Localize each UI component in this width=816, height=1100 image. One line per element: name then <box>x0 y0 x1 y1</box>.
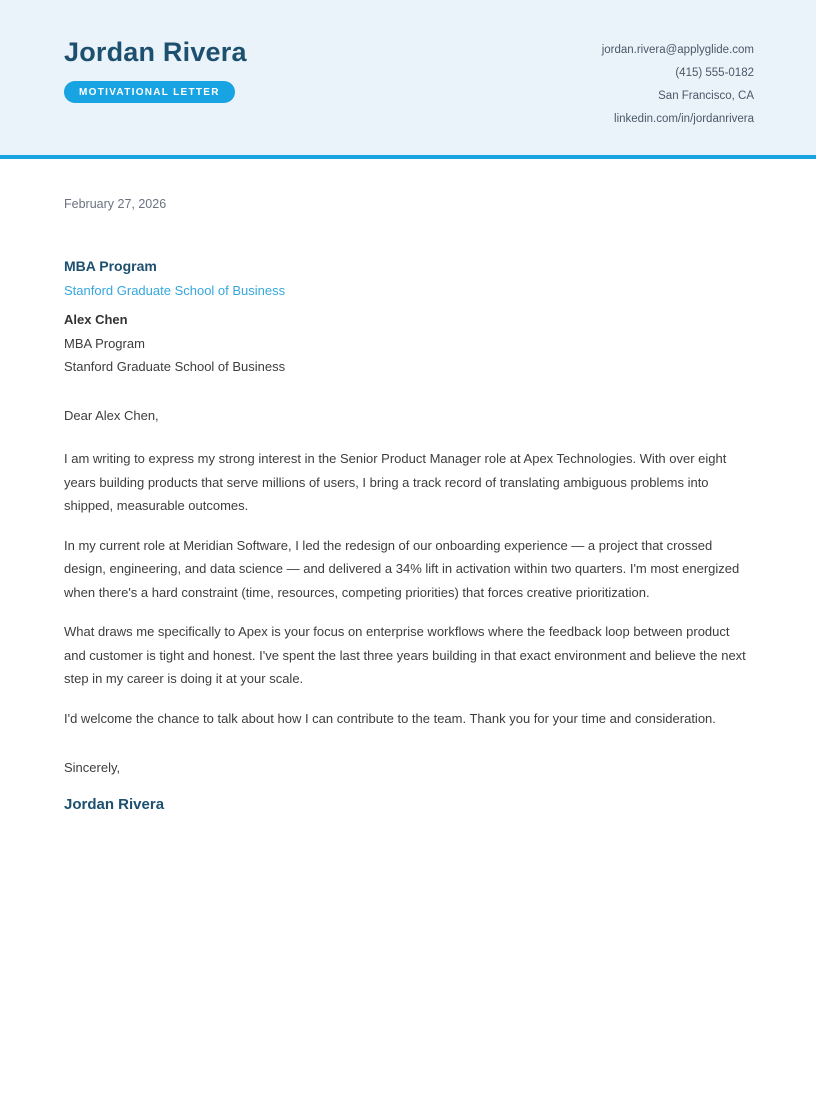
contact-location: San Francisco, CA <box>658 90 754 102</box>
recipient-contact <box>64 308 752 379</box>
letter-body <box>0 193 816 816</box>
paragraph-motivation: What draws me specifically to Apex is your focus on enterprise workflows where the feedback loop between product and customer is tight and honest. I've spent the last three years building in that exact environment and believe the next step in my career is doing it at your scale. <box>64 624 746 686</box>
recipient-program: MBA Program <box>64 257 157 274</box>
paragraph-closing-ask: I'd welcome the chance to talk about how I can contribute to the team. Thank you for your time and consideration. <box>64 710 716 726</box>
document-type-badge: MOTIVATIONAL LETTER <box>64 81 235 103</box>
salutation: Dear Alex Chen, <box>64 407 159 423</box>
signature-name: Jordan Rivera <box>64 795 165 813</box>
recipient-block <box>64 255 752 379</box>
recipient-contact-name: Alex Chen <box>64 312 128 327</box>
recipient-school-link[interactable]: Stanford Graduate School of Business <box>64 282 286 298</box>
recipient-contact-role: MBA Program <box>64 335 145 351</box>
contact-phone: (415) 555-0182 <box>675 67 754 79</box>
contact-info <box>602 38 754 131</box>
closing-valediction: Sincerely, <box>64 760 121 775</box>
paragraph-intro: I am writing to express my strong interest in the Senior Product Manager role at Apex Technologies. With over eight years building products that serve millions of users, I bring a track record of translating ambiguous problems into shipped, measurable outcomes. <box>64 451 727 513</box>
contact-linkedin: linkedin.com/in/jordanrivera <box>614 113 754 125</box>
header <box>0 0 816 159</box>
applicant-name: Jordan Rivera <box>64 37 247 67</box>
letter-date: February 27, 2026 <box>64 197 167 211</box>
paragraph-experience: In my current role at Meridian Software, I led the redesign of our onboarding experience — a project that crossed design, engineering, and data science — and delivered a 34% lift in activation within two quarters. I'm most energized when there's a hard constraint (time, resources, competing priorities) that forces creative prioritization. <box>64 537 740 600</box>
header-identity <box>64 38 247 103</box>
recipient-contact-org: Stanford Graduate School of Business <box>64 359 286 374</box>
contact-email: jordan.rivera@applyglide.com <box>601 44 754 56</box>
